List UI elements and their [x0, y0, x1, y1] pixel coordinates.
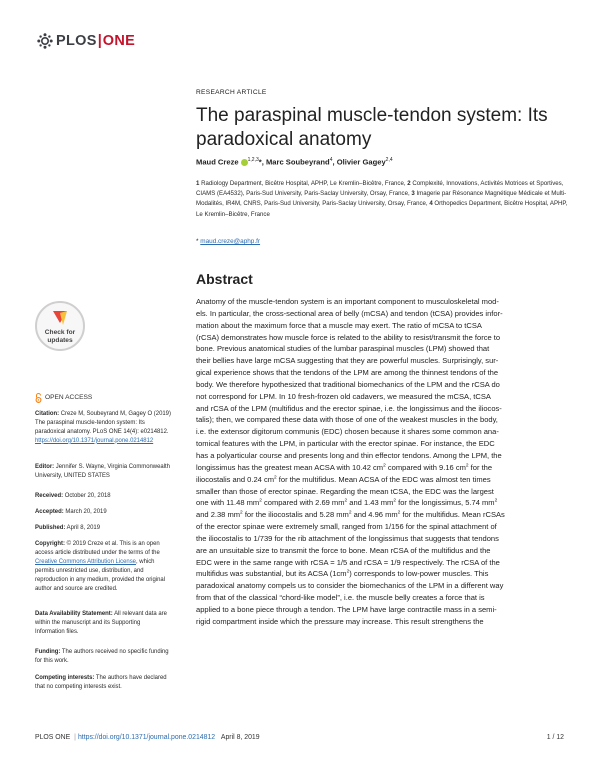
superscript: 2	[346, 569, 350, 575]
affil-text: Complexité, Innovations, Activités Motrices et Sportives, CIAMS (EA4532), Paris-Sud University, Paris-Saclay University, Orsay, France,	[196, 180, 564, 198]
published-block	[35, 524, 171, 533]
accepted-block	[35, 508, 171, 517]
funding-block	[35, 648, 171, 666]
data-availability-text: All relevant data are within the manuscript and its Supporting Information files.	[35, 611, 167, 635]
footer-date: April 8, 2019	[220, 734, 260, 741]
footer-journal: PLOS ONE	[35, 734, 71, 741]
footer-separator: |	[74, 734, 76, 741]
superscript: 2	[383, 463, 386, 469]
competing-label: Competing interests:	[35, 675, 95, 681]
editor-label: Editor:	[35, 464, 55, 470]
license-link[interactable]: Creative Commons Attribution License	[35, 558, 136, 565]
abstract-heading: Abstract	[196, 271, 253, 287]
abstract-line: Anatomy of the muscle-tendon system is an important component to musculoskeletal mod-	[196, 297, 499, 306]
footer-doi-link[interactable]: https://doi.org/10.1371/journal.pone.0214812	[77, 734, 216, 741]
email-star: *	[196, 238, 201, 245]
abstract-line: i.e. the extensor digitorum communis (EDC) chosen because it shares some common ana-	[196, 427, 499, 437]
abstract-line: els. In particular, the cross-sectional area of belly (mCSA) and tendon (tCSA) provides infor-	[196, 308, 503, 318]
funding-text: The authors received no specific funding for this work.	[35, 649, 169, 664]
article-type: RESEARCH ARTICLE	[196, 89, 267, 96]
abstract-line: (rCSA) demonstrates how muscle force is related to the ability to resist/transmit the force to	[196, 332, 501, 342]
abstract-line: paradoxical anatomy compels us to consider the biomechanics of the LPM in a different way	[196, 581, 504, 591]
page-footer	[35, 734, 260, 741]
open-access-label	[35, 393, 171, 403]
open-access-text: OPEN ACCESS	[45, 393, 93, 401]
superscript: 2	[397, 510, 401, 516]
author-affil-sup: 1,2,3	[247, 157, 259, 163]
badge-line: updates	[47, 337, 73, 344]
author-affil-sup: 4	[329, 157, 333, 163]
competing-interests-block	[35, 674, 171, 692]
abstract-line: body. We therefore hypothesized that traditional biomechanics of the LPM and the rCSA do	[196, 379, 500, 389]
logo-text-one: ONE	[102, 33, 136, 49]
superscript: 2	[344, 498, 348, 504]
author-name[interactable]: Olivier Gagey	[336, 157, 386, 167]
superscript: 2	[348, 510, 352, 516]
open-lock-icon	[35, 393, 42, 403]
abstract-line: bone. Previous anatomical studies of the lumbar paraspinal muscles (LPM) showed that	[196, 344, 490, 354]
abstract-line: and rCSA of the LPM (multifidus and the erector spinae, i.e. the longissimus and the iliocos-	[196, 403, 502, 413]
abstract-line: EDC were in the same range with rCSA = 1/5 and rCSA = 1/9 respectively. The rCSA of the	[196, 557, 500, 567]
published-date: April 8, 2019	[65, 525, 101, 531]
affil-number: 1	[196, 180, 200, 187]
affiliations	[196, 179, 568, 220]
abstract-line: applied to a bone piece through a tendon. The LPM have large contractile mass in a semi-	[196, 604, 497, 614]
superscript: 2	[494, 498, 498, 504]
competing-text: The authors have declared that no competing interests exist.	[35, 675, 167, 690]
affil-number: 3	[411, 190, 415, 198]
received-block	[35, 492, 171, 501]
abstract-line: not correspond for LPM. In 10 fresh-frozen old cadavers, we measured the mCSA, tCSA	[196, 391, 491, 401]
orcid-icon[interactable]	[241, 159, 248, 166]
abstract-line: smaller than those of erector spinae. Regarding the mean tCSA, the EDC was the largest	[196, 486, 494, 496]
editor-text: Jennifer S. Wayne, Virginia Commonwealth University, UNITED STATES	[35, 464, 170, 479]
data-availability-block	[35, 610, 171, 637]
abstract-line: longissimus has the greatest mean ACSA with 10.42 $cm^2$ compared with 9.16 $cm^2$ for the	[196, 462, 493, 472]
funding-label: Funding:	[35, 649, 61, 655]
superscript: 2	[259, 498, 262, 504]
badge-line: Check for	[44, 329, 76, 336]
copyright-block	[35, 540, 171, 593]
copyright-text: , which permits unrestricted use, distribution, and reproduction in any medium, provided the original author and source are credited.	[35, 558, 166, 592]
abstract-line: talis); then, we compared these data with those of one of the weakest muscles in the body,	[196, 415, 498, 425]
abstract-line: mation about the maximum force that a muscle may exert. The ratio of mCSA to tCSA	[196, 320, 482, 330]
check-for-updates-badge[interactable]	[35, 301, 85, 363]
abstract-line: multifidus was substantial, but its ACSA $(1cm^2)$ corresponds to low-power muscles. This	[196, 569, 489, 579]
article-title	[196, 104, 568, 152]
abstract-line: has a polyarticular course and presents long and thin effector tendons. Among the LPM, the	[196, 450, 502, 460]
abstract-line: gical experience shows that the tendons of the LPM are among the thinnest tendons of the	[196, 368, 499, 378]
affil-number: 4	[429, 200, 433, 208]
abstract-body	[196, 296, 568, 628]
abstract-line: of the erector spinae were extremely small, ranged from 1/156 for the spinal attachment of	[196, 522, 497, 532]
logo-text-plos: PLOS	[56, 33, 97, 49]
superscript: 2	[393, 498, 397, 504]
citation-label: Citation:	[35, 411, 60, 417]
citation-doi-link[interactable]: https://doi.org/10.1371/journal.pone.0214812	[35, 437, 154, 444]
page-number: 1 / 12	[546, 734, 564, 741]
corresponding-email	[196, 238, 568, 245]
plos-logo-icon	[37, 33, 53, 49]
superscript: 2	[240, 510, 243, 516]
editor-block	[35, 463, 171, 481]
affil-number: 2	[407, 180, 411, 187]
superscript: 2	[465, 463, 469, 469]
abstract-line: tomical features with the LPM, in particular with the erector spinae. For instance, the EDC	[196, 439, 495, 449]
abstract-line: the iliocostalis to 1/739 for the rib attachment of the longissimus that suggests that tendons	[196, 533, 499, 543]
title-line: The paraspinal muscle-tendon system: Its	[196, 105, 548, 126]
author-affil-sup: 2,4	[385, 157, 393, 163]
affil-text: Imagerie par Résonance Magnétique Médicale et Multi-Modalités, IR4M, CNRS, Paris-Sud University, Paris-Saclay University, Orsay, France,	[196, 190, 567, 208]
abstract-line: rigid compartment inside which the pressure may increase. This result strengthens the	[196, 616, 484, 626]
copyright-label: Copyright:	[35, 541, 66, 547]
email-link[interactable]: maud.creze@aphp.fr	[200, 238, 261, 245]
affil-text: Radiology Department, Bicêtre Hospital, APHP, Le Kremlin–Bicêtre, France,	[199, 180, 408, 187]
received-label: Received:	[35, 493, 64, 499]
published-label: Published:	[35, 525, 66, 531]
journal-logo[interactable]	[37, 32, 135, 50]
author-list	[196, 157, 568, 167]
abstract-line: one with 11.48 $mm^2$ compared with 2.69 $mm^2$ and 1.43 $mm^2$ for the longissimus, 5.74 $mm^2$	[196, 498, 498, 508]
data-availability-label: Data Availability Statement:	[35, 611, 113, 617]
citation-text: Creze M, Soubeyrand M, Gagey O (2019) The paraspinal muscle-tendon system: Its paradoxical anatomy. PLoS ONE 14(4): e0214812.	[35, 411, 171, 435]
author-name[interactable]: Marc Soubeyrand	[265, 157, 330, 167]
abstract-line: are an unsuitable size to transmit the force to bone. Mean rCSA of the multifidus and the	[196, 545, 491, 555]
author-name[interactable]: Maud Creze	[196, 157, 239, 167]
author-separator: ,	[261, 157, 266, 167]
affil-text: Orthopedics Department, Bicêtre Hospital, APHP, Le Kremlin–Bicêtre, France	[196, 200, 568, 218]
abstract-line: from that of the classical “chord-like model”, i.e. the muscle belly creates a force that is	[196, 593, 485, 603]
copyright-text: © 2019 Creze et al. This is an open access article distributed under the terms of the	[35, 541, 160, 556]
abstract-line: and 2.38 $mm^2$ for the iliocostalis and 5.28 $mm^2$ and 4.96 $mm^2$ for the multifidus. Mean rCSAs	[196, 510, 505, 520]
citation-block	[35, 410, 171, 446]
corresponding-star: *	[258, 157, 262, 167]
superscript: 2	[274, 475, 277, 481]
abstract-line: iliocostalis and 0.24 $cm^2$ for the multifidus. Mean ACSA of the EDC was almost ten times	[196, 474, 491, 484]
received-date: October 20, 2018	[63, 493, 111, 499]
badge-text	[35, 329, 85, 345]
abstract-line: their bellies have large mCSA suggesting that they are powerful muscles. Surprisingly, sur-	[196, 356, 499, 366]
title-line: paradoxical anatomy	[196, 129, 372, 150]
accepted-date: March 20, 2019	[63, 509, 107, 515]
accepted-label: Accepted:	[35, 509, 64, 515]
logo-separator: |	[97, 33, 102, 49]
author-separator: ,	[332, 157, 337, 167]
